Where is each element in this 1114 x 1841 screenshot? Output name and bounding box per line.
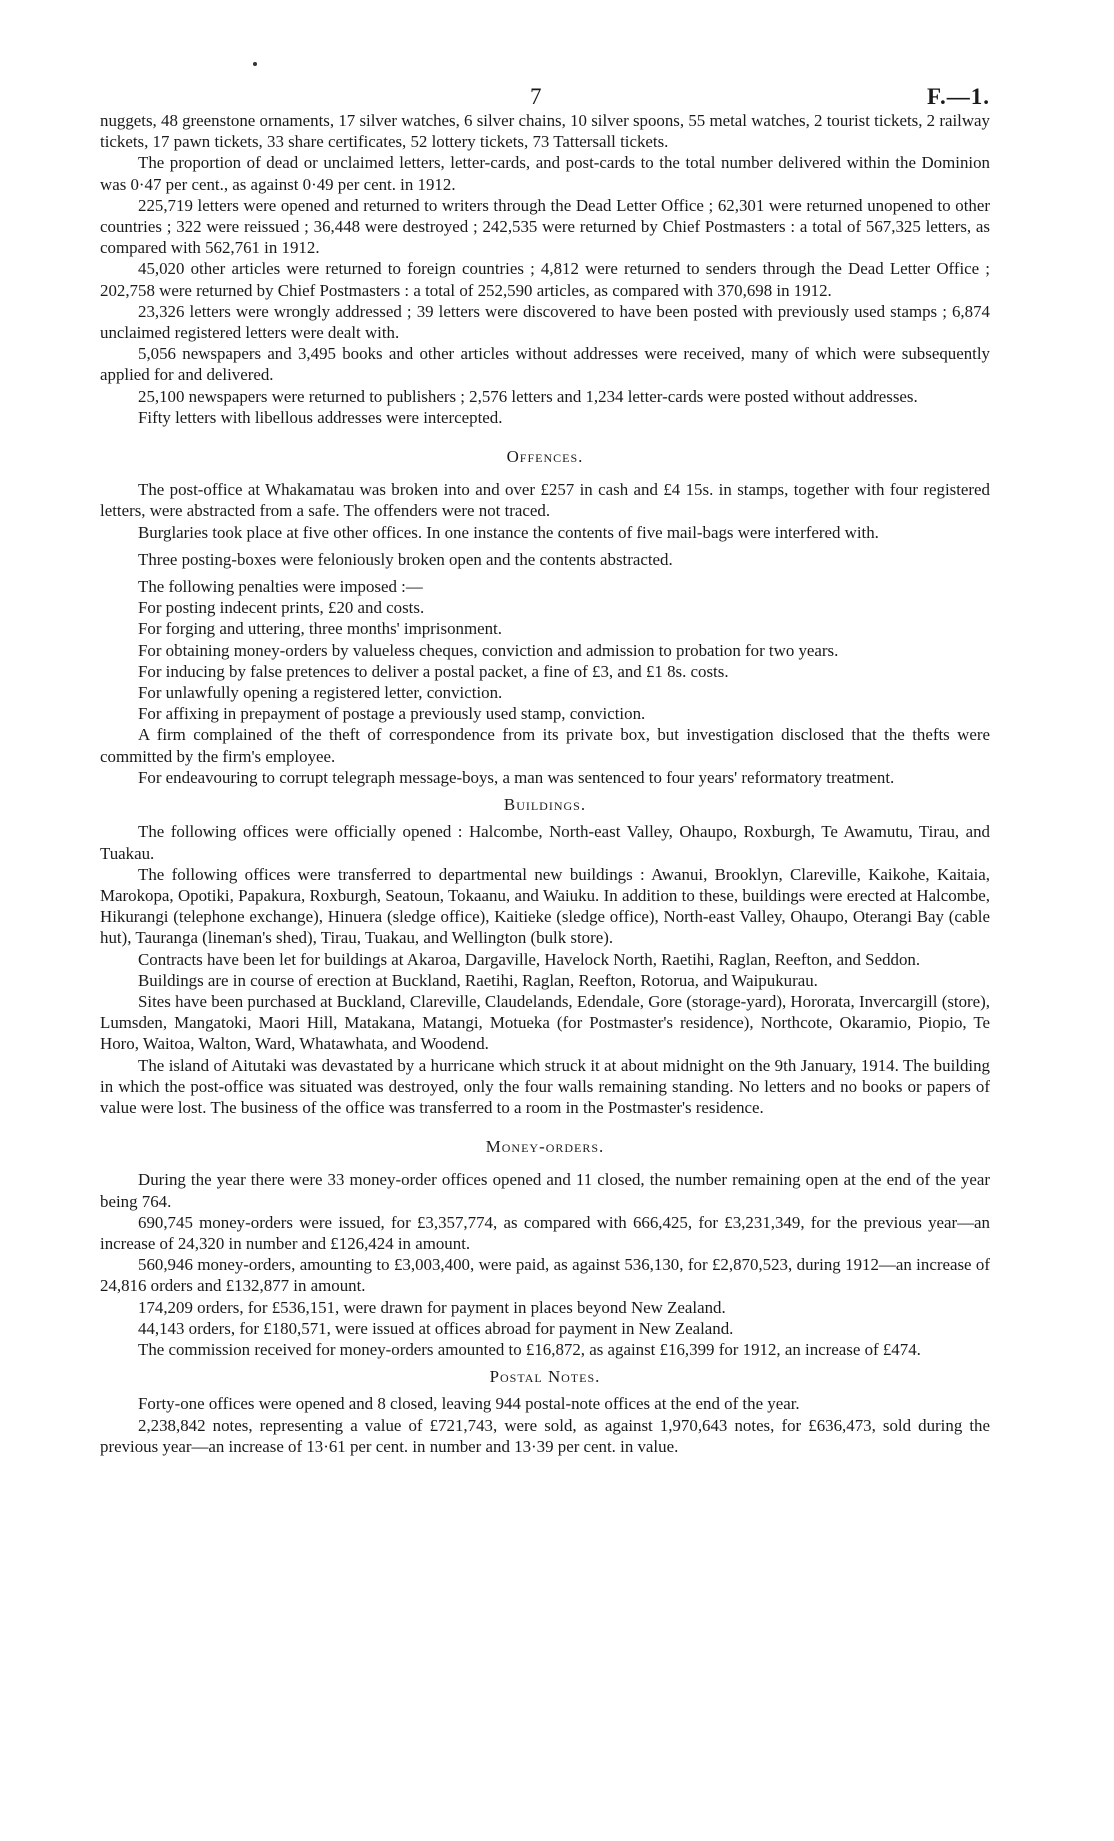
paragraph: The following offices were officially opened : Halcombe, North-east Valley, Ohaupo, Roxburgh, Te Awamutu, Tirau, and Tuakau. (100, 822, 990, 863)
section-heading-offences: Offences. (506, 447, 584, 467)
section-heading-money-orders: Money-orders. (485, 1137, 605, 1157)
dead-letter-section (100, 110, 990, 428)
paragraph: 5,056 newspapers and 3,495 books and other articles without addresses were received, many of which were subsequently applied for and delivered. (100, 344, 990, 385)
paragraph: During the year there were 33 money-order offices opened and 11 closed, the number remaining open at the end of the year being 764. (100, 1170, 990, 1211)
paragraph: For obtaining money-orders by valueless cheques, conviction and admission to probation for two years. (138, 640, 839, 660)
paragraph: The post-office at Whakamatau was broken into and over £257 in cash and £4 15s. in stamps, together with four registered letters, were abstracted from a safe. The offenders were not traced. (100, 480, 990, 521)
paragraph: 25,100 newspapers were returned to publishers ; 2,576 letters and 1,234 letter-cards were posted without addresses. (138, 386, 918, 406)
paragraph: 44,143 orders, for £180,571, were issued at offices abroad for payment in New Zealand. (138, 1318, 734, 1338)
paragraph: Forty-one offices were opened and 8 closed, leaving 944 postal-note offices at the end of the year. (138, 1394, 800, 1414)
paragraph: The following penalties were imposed :— (138, 577, 423, 597)
paragraph: 45,020 other articles were returned to foreign countries ; 4,812 were returned to senders through the Dead Letter Office ; 202,758 were returned by Chief Postmasters : a total of 252,590 articles, as compared with 370,698 in 1912. (100, 259, 990, 300)
paragraph: 2,238,842 notes, representing a value of £721,743, were sold, as against 1,970,643 notes, for £636,473, sold during the previous year—an increase of 13·61 per cent. in number and 13·39 per cent. in value. (100, 1415, 990, 1456)
paragraph: The island of Aitutaki was devastated by a hurricane which struck it at about midnight on the 9th January, 1914. The building in which the post-office was situated was destroyed, only the four walls remaining standing. No letters and no books or papers of value were lost. The business of the office was transferred to a room in the Postmaster's residence. (100, 1055, 990, 1117)
page-number: 7 (530, 84, 542, 109)
paragraph: 174,209 orders, for £536,151, were drawn for payment in places beyond New Zealand. (138, 1297, 726, 1317)
paragraph: Fifty letters with libellous addresses were intercepted. (138, 407, 503, 427)
paragraph: 560,946 money-orders, amounting to £3,003,400, were paid, as against 536,130, for £2,870,523, during 1912—an increase of 24,816 orders and £132,877 in amount. (100, 1255, 990, 1296)
paragraph: Burglaries took place at five other offices. In one instance the contents of five mail-bags were interfered with. (138, 522, 879, 542)
section-heading-postal-notes: Postal Notes. (489, 1367, 601, 1387)
paragraph: The proportion of dead or unclaimed letters, letter-cards, and post-cards to the total number delivered within the Dominion was 0·47 per cent., as against 0·49 per cent. in 1912. (100, 153, 990, 194)
document-reference: F.—1. (927, 84, 990, 109)
paragraph: The commission received for money-orders amounted to £16,872, as against £16,399 for 1912, an increase of £474. (138, 1339, 921, 1359)
offences-section (100, 479, 990, 788)
paragraph: 23,326 letters were wrongly addressed ; 39 letters were discovered to have been posted with previously used stamps ; 6,874 unclaimed registered letters were dealt with. (100, 301, 990, 343)
paragraph: For inducing by false pretences to deliver a postal packet, a fine of £3, and £1 8s. costs. (138, 661, 729, 681)
paragraph: A firm complained of the theft of correspondence from its private box, but investigation disclosed that the thefts were committed by the firm's employee. (100, 725, 990, 766)
paragraph: The following offices were transferred to departmental new buildings : Awanui, Brooklyn, Clareville, Kaikohe, Kaitaia, Marokopa, Opotiki, Papakura, Roxburgh, Seatoun, Tokaanu, and Waiuku. In addition to these, buildings were erected at Halcombe, Hikurangi (telephone exchange), Hinuera (sledge office), Kaitieke (sledge office), North-east Valley, Ohaupo, Oterangi Bay (cable hut), Tauranga (lineman's shed), Tirau, Tuakau, and Wellington (bulk store). (100, 864, 990, 948)
paragraph: Sites have been purchased at Buckland, Clareville, Claudelands, Edendale, Gore (storage-yard), Hororata, Invercargill (store), Lumsden, Mangatoki, Maori Hill, Matakana, Matangi, Motueka (for Postmaster's residence), Northcote, Okaramio, Piopio, Te Horo, Waitoa, Walton, Ward, Whatawhata, and Woodend. (100, 991, 990, 1054)
money-orders-section (100, 1169, 990, 1360)
paragraph: 225,719 letters were opened and returned to writers through the Dead Letter Office ; 62,301 were returned unopened to other countries ; 322 were reissued ; 36,448 were destroyed ; 242,535 were returned by Chief Postmasters : a total of 567,325 letters, as compared with 562,761 in 1912. (100, 195, 990, 258)
paragraph: Three posting-boxes were feloniously broken open and the contents abstracted. (138, 549, 673, 569)
paragraph: For posting indecent prints, £20 and costs. (138, 598, 425, 618)
paragraph: For forging and uttering, three months' imprisonment. (138, 619, 502, 639)
paragraph: nuggets, 48 greenstone ornaments, 17 silver watches, 6 silver chains, 10 silver spoons, 55 metal watches, 2 tourist tickets, 2 railway tickets, 17 pawn tickets, 33 share certificates, 52 lottery tickets, 73 Tattersall tickets. (100, 111, 990, 152)
paragraph: For unlawfully opening a registered letter, conviction. (138, 683, 503, 703)
paragraph: 690,745 money-orders were issued, for £3,357,774, as compared with 666,425, for £3,231,349, for the previous year—an increase of 24,320 in number and £126,424 in amount. (100, 1212, 990, 1253)
page-header (100, 0, 990, 110)
paragraph: For endeavouring to corrupt telegraph message-boys, a man was sentenced to four years' reformatory treatment. (138, 767, 895, 787)
speck-mark (253, 62, 257, 66)
buildings-section (100, 821, 990, 1118)
paragraph: For affixing in prepayment of postage a previously used stamp, conviction. (138, 704, 646, 724)
paragraph: Contracts have been let for buildings at Akaroa, Dargaville, Havelock North, Raetihi, Raglan, Reefton, and Seddon. (138, 949, 921, 969)
postal-notes-section (100, 1393, 990, 1457)
section-heading-buildings: Buildings. (503, 795, 587, 815)
paragraph: Buildings are in course of erection at Buckland, Raetihi, Raglan, Reefton, Rotorua, and Waipukurau. (138, 970, 818, 990)
document-page (100, 0, 990, 1457)
